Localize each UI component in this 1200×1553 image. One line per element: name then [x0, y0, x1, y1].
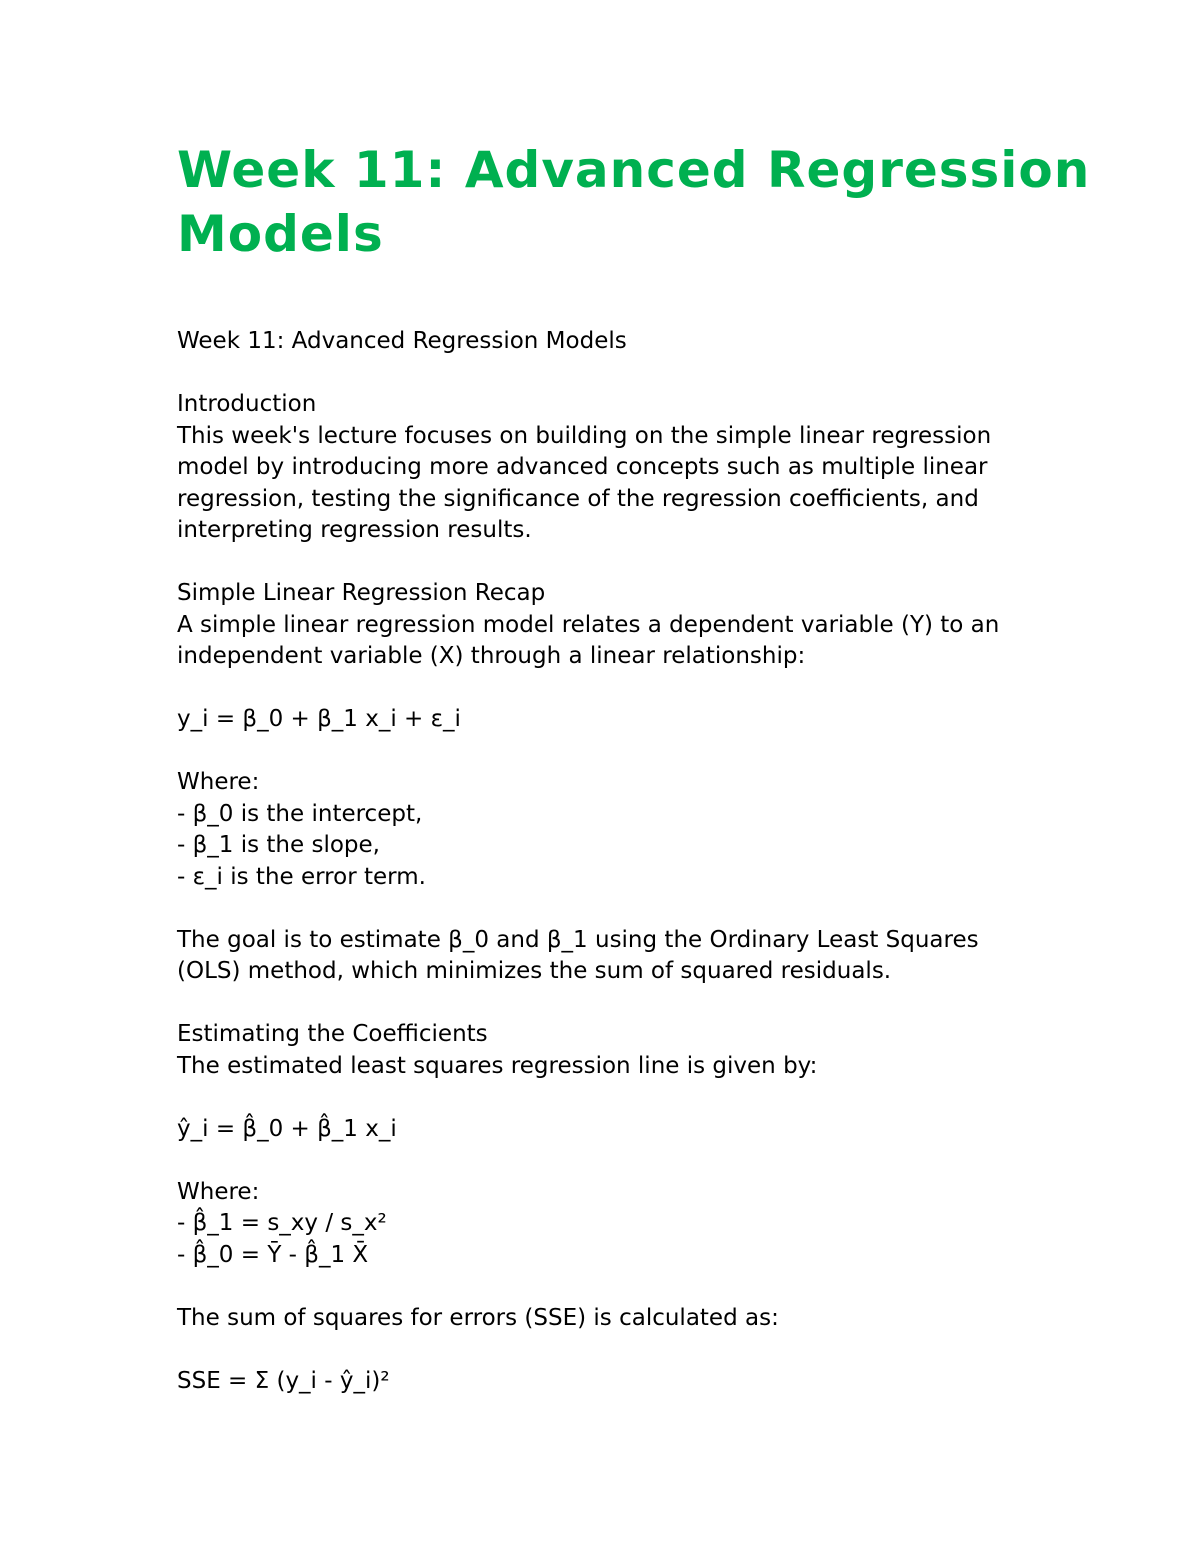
document-body: [177, 326, 1077, 1397]
spacer: [177, 736, 1077, 768]
recap-line: A simple linear regression model relates a dependent variable (Y) to an: [177, 611, 1000, 638]
bullet-item: - β̂_1 = s_xy / s_x²: [177, 1210, 387, 1236]
spacer: [177, 988, 1077, 1020]
spacer: [177, 673, 1077, 705]
spacer: [177, 1082, 1077, 1114]
spacer: [177, 893, 1077, 925]
document-page: [177, 138, 1091, 1397]
bullet-item: - β̂_0 = Ȳ - β̂_1 X̄: [177, 1241, 369, 1268]
subtitle: Week 11: Advanced Regression Models: [177, 328, 627, 354]
document-title: [177, 138, 1091, 266]
spacer: [177, 1271, 1077, 1303]
goal-line: (OLS) method, which minimizes the sum of squared residuals.: [177, 958, 892, 984]
estimating-line: The estimated least squares regression line is given by:: [177, 1052, 818, 1079]
regression-equation: y_i = β_0 + β_1 x_i + ε_i: [177, 706, 461, 732]
bullet-item: - β_1 is the slope,: [177, 832, 380, 858]
where-label: Where:: [177, 1178, 260, 1205]
intro-line: model by introducing more advanced concepts such as multiple linear: [177, 454, 988, 480]
spacer: [177, 358, 1077, 390]
title-line: Models: [177, 205, 384, 263]
intro-heading: Introduction: [177, 391, 317, 417]
spacer: [177, 547, 1077, 579]
sse-line: The sum of squares for errors (SSE) is calculated as:: [177, 1304, 779, 1331]
title-line: Week 11: Advanced Regression: [177, 141, 1091, 199]
spacer: [177, 1334, 1077, 1366]
intro-line: regression, testing the significance of the regression coefficients, and: [177, 485, 979, 512]
estimated-equation: ŷ_i = β̂_0 + β̂_1 x_i: [177, 1115, 397, 1142]
where-label: Where:: [177, 769, 260, 795]
estimating-heading: Estimating the Coefficients: [177, 1021, 488, 1047]
intro-line: This week's lecture focuses on building on the simple linear regression: [177, 422, 992, 449]
sse-equation: SSE = Σ (y_i - ŷ_i)²: [177, 1367, 390, 1394]
spacer: [177, 1145, 1077, 1177]
bullet-item: - β_0 is the intercept,: [177, 800, 423, 827]
goal-line: The goal is to estimate β_0 and β_1 using the Ordinary Least Squares: [177, 926, 979, 953]
recap-line: independent variable (X) through a linear relationship:: [177, 643, 806, 669]
recap-heading: Simple Linear Regression Recap: [177, 580, 546, 606]
intro-line: interpreting regression results.: [177, 517, 532, 543]
bullet-item: - ε_i is the error term.: [177, 863, 426, 890]
